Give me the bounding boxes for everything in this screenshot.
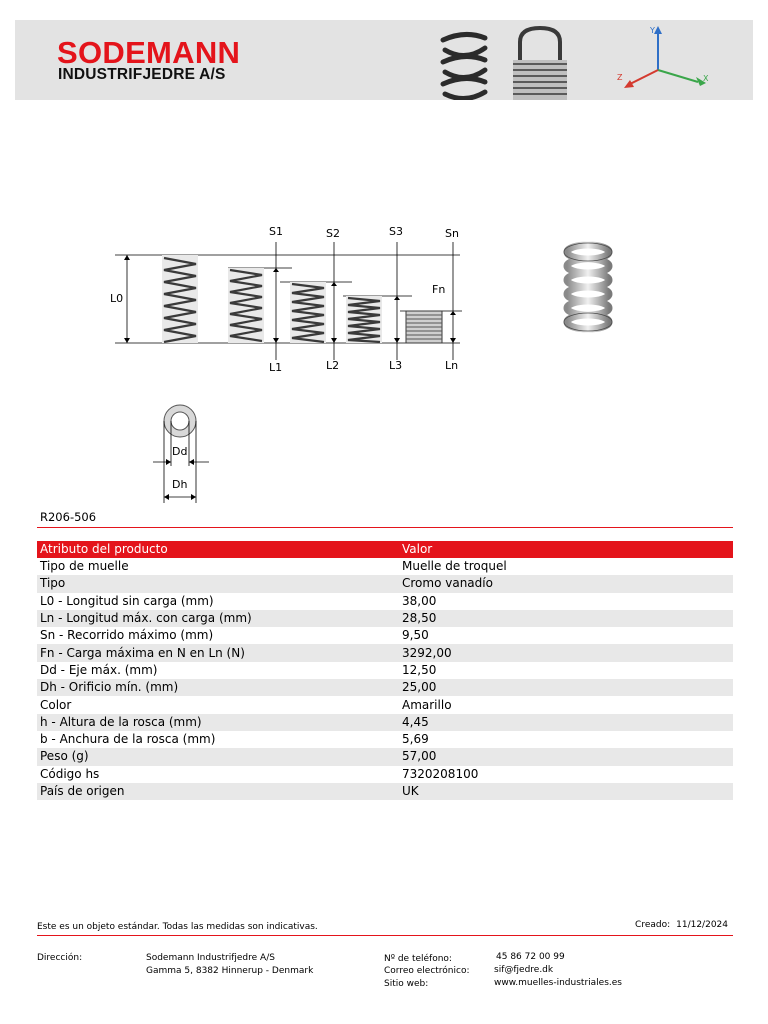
value-cell: 4,45	[402, 714, 429, 729]
brand-subtitle: INDUSTRIFJEDRE A/S	[58, 66, 226, 83]
footer-note: Este es un objeto estándar. Todas las medidas son indicativas.	[37, 922, 318, 932]
extension-spring-icon	[505, 20, 575, 100]
table-header-row	[37, 541, 733, 558]
value-cell: Muelle de troquel	[402, 559, 507, 574]
table-row	[37, 679, 733, 696]
email-link[interactable]: sif@fjedre.dk	[494, 965, 554, 975]
attribute-cell: Ln - Longitud máx. con carga (mm)	[40, 611, 252, 626]
attribute-cell: Dh - Orificio mín. (mm)	[40, 680, 179, 695]
axis-y-label: Y	[650, 26, 655, 35]
value-cell: 28,50	[402, 611, 437, 626]
compression-spring-icon	[435, 20, 495, 100]
value-cell: Cromo vanadío	[402, 576, 493, 591]
attribute-cell: Peso (g)	[40, 749, 89, 764]
attribute-cell: Código hs	[40, 766, 100, 781]
axis-x-label: X	[703, 74, 709, 83]
company-name: Sodemann Industrifjedre A/S	[146, 953, 275, 963]
table-row	[37, 696, 733, 713]
table-row	[37, 575, 733, 592]
created-value: 11/12/2024	[676, 920, 728, 930]
spring-l2	[290, 282, 326, 343]
attribute-cell: Sn - Recorrido máximo (mm)	[40, 628, 214, 643]
axis-z-label: Z	[617, 73, 623, 82]
value-cell: 25,00	[402, 680, 437, 695]
attribute-cell: Color	[40, 697, 72, 712]
table-row	[37, 593, 733, 610]
spring-section-diagram	[145, 400, 225, 510]
label-ln: Ln	[445, 359, 459, 372]
table-row	[37, 748, 733, 765]
created-date	[635, 920, 728, 930]
page-header	[15, 20, 753, 100]
address-label: Dirección:	[37, 953, 83, 963]
brand-name: SODEMANN	[57, 35, 241, 70]
label-s2: S2	[326, 227, 340, 240]
value-cell: 9,50	[402, 628, 429, 643]
table-row	[37, 783, 733, 800]
value-cell: 3292,00	[402, 645, 452, 660]
label-sn: Sn	[445, 227, 459, 240]
table-row	[37, 714, 733, 731]
table-row	[37, 662, 733, 679]
spring-free	[162, 255, 198, 343]
attribute-cell: Tipo de muelle	[40, 559, 129, 574]
spring-l1	[228, 268, 264, 343]
label-l0: L0	[110, 292, 124, 305]
attribute-cell: L0 - Longitud sin carga (mm)	[40, 593, 214, 608]
label-l2: L2	[326, 359, 340, 372]
label-l1: L1	[269, 361, 283, 374]
label-dh: Dh	[172, 478, 188, 491]
web-label: Sitio web:	[384, 979, 429, 989]
table-row	[37, 627, 733, 644]
phone-label: Nº de teléfono:	[384, 954, 452, 964]
label-s1: S1	[269, 225, 283, 238]
attribute-cell: Dd - Eje máx. (mm)	[40, 662, 158, 677]
attribute-cell: Tipo	[40, 576, 66, 591]
value-cell: 5,69	[402, 732, 429, 747]
column-header-attribute: Atributo del producto	[40, 542, 168, 556]
label-dd: Dd	[172, 445, 188, 458]
spring-product-image	[560, 238, 620, 338]
label-s3: S3	[389, 225, 403, 238]
divider	[37, 527, 733, 528]
company-address: Gamma 5, 8382 Hinnerup - Denmark	[146, 966, 314, 976]
product-attribute-table	[37, 541, 733, 800]
spring-compression-diagram	[110, 220, 470, 380]
website-link[interactable]: www.muelles-industriales.es	[494, 978, 622, 988]
phone-value: 45 86 72 00 99	[496, 952, 565, 962]
value-cell: UK	[402, 784, 419, 798]
spring-l3	[346, 296, 382, 343]
column-header-value: Valor	[402, 542, 433, 556]
table-row	[37, 766, 733, 783]
value-cell: 38,00	[402, 593, 437, 608]
table-row	[37, 558, 733, 575]
email-label: Correo electrónico:	[384, 966, 470, 976]
created-label: Creado:	[635, 920, 671, 930]
table-row	[37, 731, 733, 748]
attribute-cell: País de origen	[40, 784, 125, 798]
label-l3: L3	[389, 359, 403, 372]
table-row	[37, 610, 733, 627]
product-reference: R206-506	[40, 510, 97, 524]
axes-gizmo-icon	[610, 20, 720, 100]
table-row	[37, 644, 733, 661]
attribute-cell: Fn - Carga máxima en N en Ln (N)	[40, 645, 245, 660]
attribute-cell: h - Altura de la rosca (mm)	[40, 714, 202, 729]
value-cell: 12,50	[402, 662, 437, 677]
value-cell: 57,00	[402, 749, 437, 764]
attribute-cell: b - Anchura de la rosca (mm)	[40, 732, 216, 747]
value-cell: 7320208100	[402, 766, 479, 781]
label-fn: Fn	[432, 283, 446, 296]
spring-ln	[406, 311, 442, 343]
footer-divider	[37, 935, 733, 936]
value-cell: Amarillo	[402, 697, 452, 712]
